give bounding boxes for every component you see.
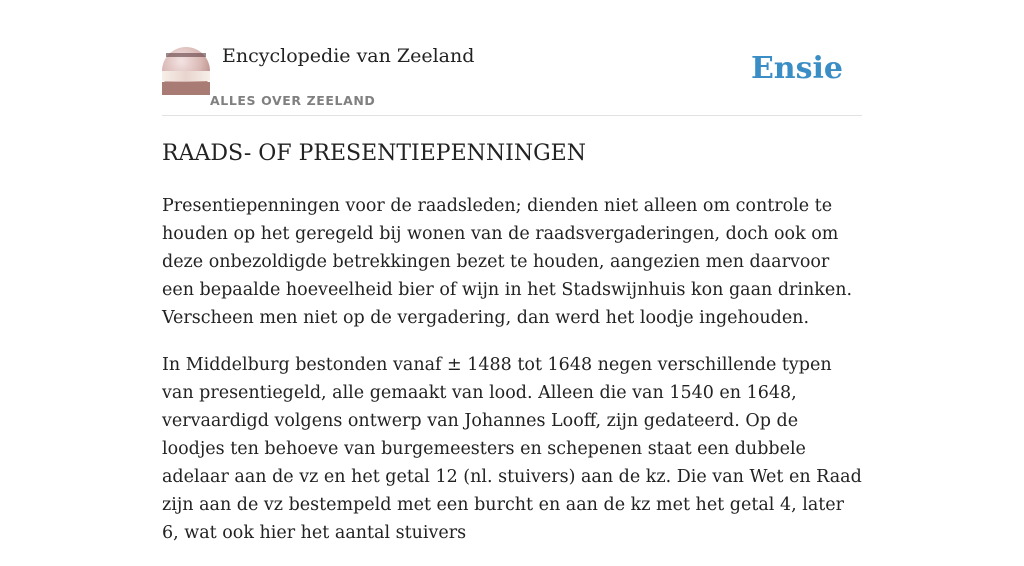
content-container: [162, 0, 862, 543]
article-body: [162, 192, 862, 566]
article-paragraph: In Middelburg bestonden vanaf ± 1488 tot 1648 negen verschillende typen van presentiegeld, alle gemaakt van lood. Alleen die van 1540 en 1648, vervaardigd volgens ontwerp van Johannes Looff, zijn gedateerd. Op de loodjes ten behoeve van burgemeesters en schepenen staat een dubbele adelaar aan de vz en het getal 12 (nl. stuivers) aan de kz. Die van Wet en Raad zijn aan de vz bestempeld met een burcht en aan de kz met het getal 4, later 6, wat ook hier het aantal stuivers: [162, 355, 862, 543]
avatar-detail: [162, 82, 210, 95]
site-name-link[interactable]: Encyclopedie van Zeeland: [222, 45, 475, 67]
article-title: RAADS- OF PRESENTIEPENNINGEN: [162, 141, 586, 166]
site-tagline: ALLES OVER ZEELAND: [210, 93, 376, 108]
avatar-detail: [166, 53, 206, 57]
article-paragraph: Presentiepenningen voor de raadsleden; dienden niet alleen om controle te houden op het geregeld bij wonen van de raadsvergaderingen, doch ook om deze onbezoldigde betrekkingen bezet te houden, aangezien men daarvoor een bepaalde hoeveelheid bier of wijn in het Stadswijnhuis kon gaan drinken. Verscheen men niet op de vergadering, dan werd het loodje ingehouden.: [162, 196, 853, 328]
avatar-detail: [162, 71, 210, 81]
site-header: [162, 0, 862, 116]
site-avatar[interactable]: [162, 47, 210, 95]
ensie-logo-link[interactable]: Ensie: [750, 51, 843, 86]
